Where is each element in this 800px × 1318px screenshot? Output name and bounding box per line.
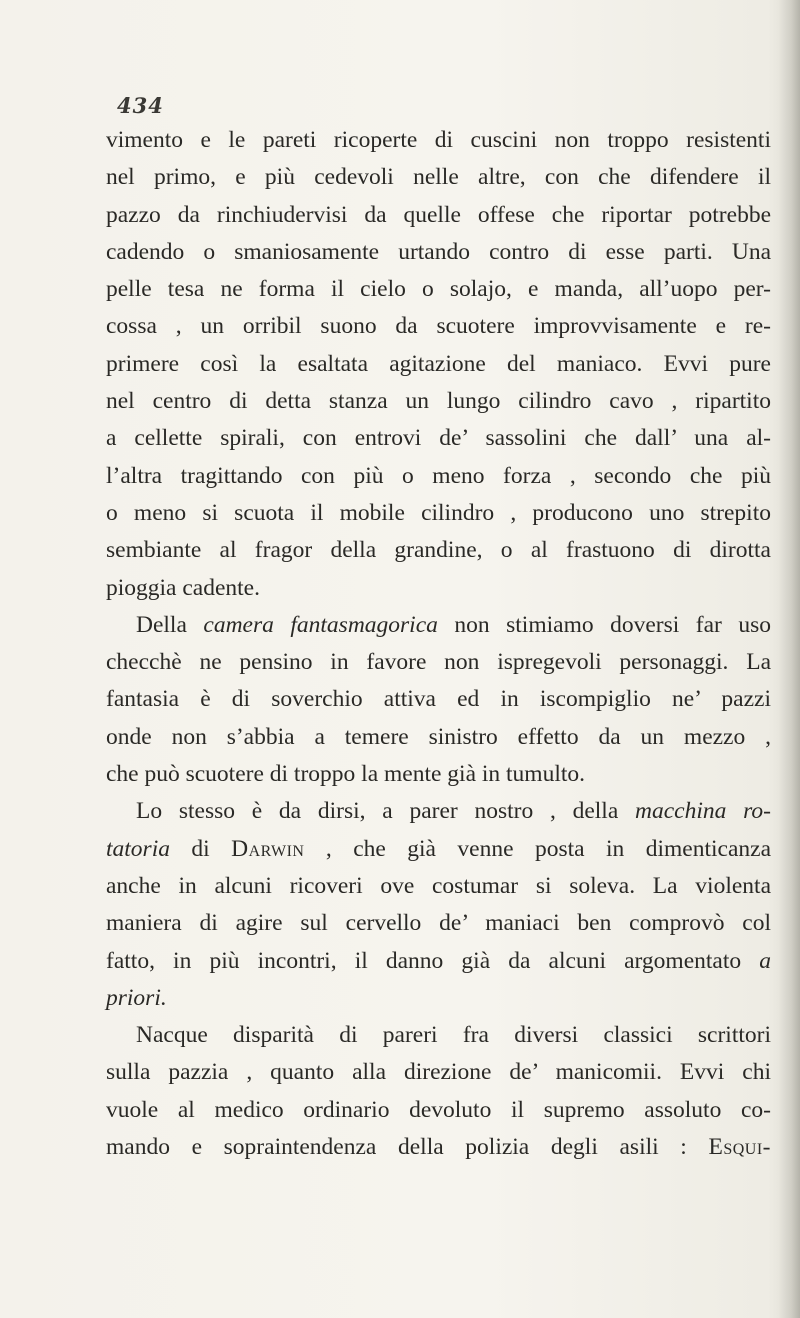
text-line: Nacque disparità di pareri fra diversi classici scrittori [136, 1022, 771, 1049]
text-line: fantasia è di soverchio attiva ed in iscompiglio ne’ pazzi [106, 686, 771, 713]
text-line [106, 943, 771, 980]
text-line: checchè ne pensino in favore non ispregevoli personaggi. La [106, 649, 771, 676]
text-line: vuole al medico ordinario devoluto il supremo assoluto co- [106, 1096, 771, 1123]
text-run: Lo stesso è da dirsi, a parer nostro , della [136, 798, 636, 825]
text-line: onde non s’abbia a temere sinistro effetto da un mezzo , [106, 723, 771, 750]
text-run: non stimiamo doversi far uso [437, 611, 771, 638]
text-run: di [169, 835, 232, 862]
author-name: Darwin [231, 835, 305, 862]
text-line: a cellette spirali, con entrovi de’ sassolini che dall’ una al- [106, 425, 771, 452]
italic-term: tatoria [106, 835, 170, 862]
text-line: nel centro di detta stanza un lungo cilindro cavo , ripartito [106, 388, 771, 415]
italic-term: camera fantasmagorica [203, 611, 438, 638]
text-run: mando e sopraintendenza della polizia degli asili : [106, 1134, 709, 1161]
italic-term: macchina ro- [635, 798, 771, 825]
text-run: , che già venne posta in dimenticanza [304, 835, 772, 862]
text-line [106, 1129, 771, 1166]
text-line: anche in alcuni ricoveri ove costumar si soleva. La violenta [106, 872, 771, 899]
text-line: pazzo da rinchiudervisi da quelle offese che riportar potrebbe [106, 201, 771, 228]
text-line: vimento e le pareti ricoperte di cuscini non troppo resistenti [106, 127, 771, 153]
text-line: primere così la esaltata agitazione del maniaco. Evvi pure [106, 350, 771, 377]
page-number: 434 [117, 93, 164, 118]
text-line: nel primo, e più cedevoli nelle altre, con che difendere il [106, 164, 771, 191]
author-name: Esqui- [708, 1134, 771, 1161]
text-line: pioggia cadente. [106, 574, 260, 601]
text-line: o meno si scuota il mobile cilindro , producono uno strepito [106, 499, 771, 526]
italic-term: a [759, 947, 771, 974]
text-line [106, 793, 771, 830]
text-run: fatto, in più incontri, il danno già da alcuni argomentato [106, 947, 760, 974]
text-line: cadendo o smaniosamente urtando contro di esse parti. Una [106, 238, 771, 265]
body-text [106, 122, 771, 1166]
text-line [106, 831, 771, 868]
text-line: maniera di agire sul cervello de’ maniaci ben comprovò col [106, 910, 771, 937]
text-run: Della [136, 611, 204, 638]
text-line: che può scuotere di troppo la mente già in tumulto. [106, 761, 586, 788]
text-line: priori. [106, 984, 167, 1011]
page-edge-shadow [778, 0, 800, 1318]
text-line [106, 607, 771, 644]
text-line: sembiante al fragor della grandine, o al frastuono di dirotta [106, 537, 771, 564]
text-line: cossa , un orribil suono da scuotere improvvisamente e re- [106, 313, 771, 340]
text-line: pelle tesa ne forma il cielo o solajo, e manda, all’uopo per- [106, 276, 771, 303]
text-line: sulla pazzia , quanto alla direzione de’ manicomii. Evvi chi [106, 1059, 771, 1086]
text-line: l’altra tragittando con più o meno forza , secondo che più [106, 462, 771, 489]
